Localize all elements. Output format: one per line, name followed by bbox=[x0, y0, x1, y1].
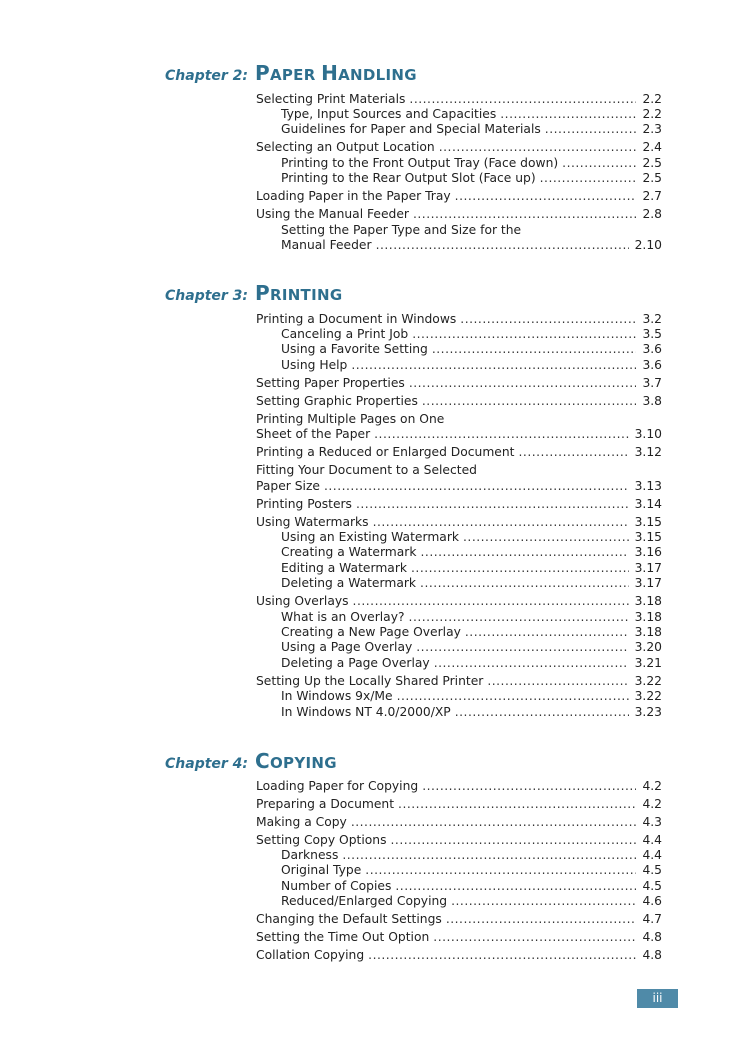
chapter-4-heading bbox=[165, 749, 337, 775]
toc-page-number: 3.20 bbox=[634, 640, 662, 655]
toc-entry-title: Setting the Time Out Option bbox=[256, 930, 430, 945]
toc-page-number: 3.22 bbox=[634, 689, 662, 704]
dot-leader bbox=[422, 394, 637, 409]
toc-entry-title: Printing to the Rear Output Slot (Face up) bbox=[281, 171, 536, 186]
toc-page-number: 3.8 bbox=[642, 393, 662, 408]
toc-page-number: 2.5 bbox=[642, 171, 662, 186]
toc-page-number: 2.2 bbox=[642, 107, 662, 121]
toc-entry-title: Using the Manual Feeder bbox=[256, 207, 409, 222]
toc-entry[interactable] bbox=[256, 223, 662, 238]
toc-entry[interactable] bbox=[256, 640, 662, 655]
dot-leader bbox=[374, 427, 628, 442]
toc-entry-title: Selecting an Output Location bbox=[256, 140, 435, 155]
toc-entry[interactable] bbox=[256, 515, 662, 530]
dot-leader bbox=[356, 497, 629, 512]
toc-entry[interactable] bbox=[256, 610, 662, 625]
dot-leader bbox=[562, 156, 636, 171]
toc-entry[interactable] bbox=[256, 894, 662, 909]
dot-leader bbox=[420, 576, 629, 591]
dot-leader bbox=[395, 879, 636, 894]
toc-entry-title: Fitting Your Document to a Selected bbox=[256, 463, 477, 478]
chapter-2-heading bbox=[165, 61, 417, 87]
toc-entry[interactable] bbox=[256, 463, 662, 478]
toc-entry[interactable] bbox=[256, 530, 662, 545]
toc-entry[interactable] bbox=[256, 815, 662, 830]
dot-leader bbox=[500, 107, 636, 122]
dot-leader bbox=[540, 171, 637, 186]
toc-entry-title: Deleting a Watermark bbox=[281, 576, 417, 591]
toc-entry-title: Canceling a Print Job bbox=[281, 327, 409, 341]
toc-entry-title: Printing a Document in Windows bbox=[256, 311, 457, 326]
dot-leader bbox=[455, 189, 637, 204]
toc-entry[interactable] bbox=[256, 445, 662, 460]
chapter-3-toc bbox=[256, 309, 662, 720]
dot-leader bbox=[421, 545, 629, 560]
chapter-4-toc bbox=[256, 776, 662, 964]
toc-page-number: 4.6 bbox=[642, 894, 662, 909]
toc-entry[interactable] bbox=[256, 394, 662, 409]
toc-entry[interactable] bbox=[256, 879, 662, 894]
toc-page-number: 2.10 bbox=[634, 238, 662, 253]
toc-entry[interactable] bbox=[256, 594, 662, 609]
toc-page-number: 4.8 bbox=[642, 930, 662, 945]
toc-entry[interactable] bbox=[256, 479, 662, 494]
toc-page-number: 3.7 bbox=[642, 375, 662, 390]
toc-entry-title: Printing Multiple Pages on One bbox=[256, 411, 445, 426]
toc-entry-title: Using Watermarks bbox=[256, 514, 369, 529]
toc-entry-title: Using Overlays bbox=[256, 594, 349, 609]
toc-entry-title: Changing the Default Settings bbox=[256, 912, 442, 927]
toc-entry[interactable] bbox=[256, 656, 662, 671]
toc-page-number: 3.23 bbox=[634, 704, 662, 719]
toc-page-number: 3.14 bbox=[634, 496, 662, 511]
dot-leader bbox=[460, 312, 636, 327]
chapter-title: COPYING bbox=[255, 749, 337, 773]
dot-leader bbox=[439, 140, 637, 155]
dot-leader bbox=[519, 445, 629, 460]
toc-page-number: 3.13 bbox=[634, 478, 662, 493]
dot-leader bbox=[409, 610, 629, 625]
dot-leader bbox=[398, 797, 636, 812]
toc-entry-title: Printing Posters bbox=[256, 496, 352, 511]
toc-page-number: 2.5 bbox=[642, 155, 662, 170]
chapter-2-toc bbox=[256, 89, 662, 253]
dot-leader bbox=[324, 479, 629, 494]
toc-page-number: 2.7 bbox=[642, 189, 662, 204]
dot-leader bbox=[373, 515, 629, 530]
dot-leader bbox=[433, 930, 636, 945]
toc-entry[interactable] bbox=[256, 189, 662, 204]
dot-leader bbox=[409, 92, 636, 107]
toc-entry-title: Using an Existing Watermark bbox=[281, 530, 460, 545]
dot-leader bbox=[365, 863, 636, 878]
toc-entry[interactable] bbox=[256, 107, 662, 122]
toc-entry-title: Printing to the Front Output Tray (Face down) bbox=[281, 155, 559, 170]
toc-page-number: 4.4 bbox=[642, 848, 662, 862]
toc-entry[interactable] bbox=[256, 797, 662, 812]
toc-entry-title: Using a Favorite Setting bbox=[281, 342, 428, 357]
toc-entry[interactable] bbox=[256, 312, 662, 327]
toc-page-number: 4.2 bbox=[642, 796, 662, 811]
toc-entry-title: Original Type bbox=[281, 863, 362, 878]
toc-entry-title: Loading Paper for Copying bbox=[256, 778, 419, 793]
toc-page-number: 3.12 bbox=[634, 445, 662, 460]
toc-page-number: 4.3 bbox=[642, 814, 662, 829]
dot-leader bbox=[351, 358, 636, 373]
dot-leader bbox=[434, 656, 629, 671]
toc-page-number: 3.2 bbox=[642, 311, 662, 326]
toc-entry-title: What is an Overlay? bbox=[281, 609, 405, 624]
toc-entry[interactable] bbox=[256, 140, 662, 155]
dot-leader bbox=[446, 912, 637, 927]
toc-entry[interactable] bbox=[256, 327, 662, 342]
toc-page-number: 3.16 bbox=[634, 545, 662, 560]
toc-page-number: 3.6 bbox=[642, 342, 662, 357]
toc-entry[interactable] bbox=[256, 207, 662, 222]
toc-entry-title: Using a Page Overlay bbox=[281, 640, 413, 655]
dot-leader bbox=[422, 779, 636, 794]
dot-leader bbox=[351, 815, 637, 830]
chapter-label: Chapter 3: bbox=[165, 288, 249, 304]
toc-entry[interactable] bbox=[256, 930, 662, 945]
chapter-title: PAPER HANDLING bbox=[255, 61, 417, 85]
dot-leader bbox=[409, 376, 637, 391]
dot-leader bbox=[451, 894, 636, 909]
toc-entry[interactable] bbox=[256, 948, 662, 963]
dot-leader bbox=[487, 674, 628, 689]
toc-entry[interactable] bbox=[256, 92, 662, 107]
toc-entry-title: Using Help bbox=[281, 357, 348, 372]
dot-leader bbox=[455, 705, 629, 720]
dot-leader bbox=[397, 689, 629, 704]
toc-page-number: 4.8 bbox=[642, 948, 662, 963]
toc-entry-title: Number of Copies bbox=[281, 878, 392, 893]
chapter-label: Chapter 2: bbox=[165, 68, 249, 84]
toc-page-number: 3.18 bbox=[634, 625, 662, 640]
toc-entry-title: Setting Copy Options bbox=[256, 832, 387, 847]
dot-leader bbox=[411, 561, 629, 576]
toc-entry[interactable] bbox=[256, 674, 662, 689]
dot-leader bbox=[412, 327, 636, 342]
toc-entry-title: Selecting Print Materials bbox=[256, 91, 406, 106]
toc-entry[interactable] bbox=[256, 238, 662, 253]
dot-leader bbox=[432, 342, 637, 357]
toc-entry-title: In Windows NT 4.0/2000/XP bbox=[281, 704, 451, 719]
toc-entry[interactable] bbox=[256, 171, 662, 186]
dot-leader bbox=[376, 238, 629, 253]
toc-entry-title: In Windows 9x/Me bbox=[281, 689, 393, 704]
toc-entry[interactable] bbox=[256, 561, 662, 576]
toc-entry[interactable] bbox=[256, 342, 662, 357]
toc-entry-title: Darkness bbox=[281, 848, 339, 862]
toc-page-number: 4.7 bbox=[642, 912, 662, 927]
toc-page-number: 2.2 bbox=[642, 91, 662, 106]
toc-page-number: 3.10 bbox=[634, 427, 662, 442]
toc-page-number: 3.18 bbox=[634, 609, 662, 624]
toc-page-number: 2.4 bbox=[642, 140, 662, 155]
toc-entry[interactable] bbox=[256, 689, 662, 704]
dot-leader bbox=[368, 948, 636, 963]
toc-entry-title: Loading Paper in the Paper Tray bbox=[256, 189, 451, 204]
toc-entry-title: Printing a Reduced or Enlarged Document bbox=[256, 445, 515, 460]
toc-entry[interactable] bbox=[256, 412, 662, 427]
toc-entry-title: Collation Copying bbox=[256, 948, 365, 963]
dot-leader bbox=[342, 848, 636, 863]
toc-page-number: 3.17 bbox=[634, 576, 662, 591]
toc-entry-title: Setting the Paper Type and Size for the bbox=[281, 222, 522, 237]
dot-leader bbox=[545, 122, 637, 137]
chapter-3-heading bbox=[165, 281, 342, 307]
toc-entry-title: Manual Feeder bbox=[281, 238, 372, 253]
toc-entry-title: Sheet of the Paper bbox=[256, 427, 371, 442]
page-number-badge: iii bbox=[637, 989, 678, 1008]
toc-entry[interactable] bbox=[256, 779, 662, 794]
toc-entry[interactable] bbox=[256, 545, 662, 560]
toc-entry-title: Editing a Watermark bbox=[281, 560, 408, 575]
toc-entry[interactable] bbox=[256, 156, 662, 171]
toc-page-number: 3.15 bbox=[634, 530, 662, 545]
toc-entry[interactable] bbox=[256, 912, 662, 927]
toc-page-number: 3.6 bbox=[642, 357, 662, 372]
toc-entry-title: Making a Copy bbox=[256, 814, 347, 829]
dot-leader bbox=[463, 530, 629, 545]
toc-page-number: 3.15 bbox=[634, 514, 662, 529]
toc-entry[interactable] bbox=[256, 376, 662, 391]
toc-entry-title: Setting Up the Locally Shared Printer bbox=[256, 673, 484, 688]
toc-page-number: 2.8 bbox=[642, 207, 662, 222]
dot-leader bbox=[465, 625, 629, 640]
dot-leader bbox=[391, 833, 637, 848]
toc-page-number: 4.2 bbox=[642, 778, 662, 793]
toc-entry[interactable] bbox=[256, 848, 662, 863]
chapter-label: Chapter 4: bbox=[165, 756, 249, 772]
toc-page-number: 2.3 bbox=[642, 122, 662, 137]
toc-entry[interactable] bbox=[256, 497, 662, 512]
toc-page-number: 4.5 bbox=[642, 863, 662, 878]
toc-entry[interactable] bbox=[256, 625, 662, 640]
toc-page-number: 3.18 bbox=[634, 594, 662, 609]
toc-page-number: 3.5 bbox=[642, 327, 662, 341]
toc-page-number: 4.4 bbox=[642, 832, 662, 847]
dot-leader bbox=[416, 640, 628, 655]
toc-page-number: 3.22 bbox=[634, 673, 662, 688]
toc-entry-title: Type, Input Sources and Capacities bbox=[281, 107, 497, 121]
toc-entry[interactable] bbox=[256, 122, 662, 137]
toc-entry-title: Deleting a Page Overlay bbox=[281, 655, 430, 670]
toc-entry[interactable] bbox=[256, 358, 662, 373]
toc-page-number: 4.5 bbox=[642, 878, 662, 893]
toc-entry[interactable] bbox=[256, 863, 662, 878]
toc-entry-title: Guidelines for Paper and Special Materials bbox=[281, 122, 541, 137]
toc-entry-title: Creating a New Page Overlay bbox=[281, 625, 461, 640]
toc-entry-title: Setting Graphic Properties bbox=[256, 393, 418, 408]
chapter-title: PRINTING bbox=[255, 281, 343, 305]
toc-entry[interactable] bbox=[256, 427, 662, 442]
toc-entry[interactable] bbox=[256, 705, 662, 720]
toc-page-number: 3.21 bbox=[634, 655, 662, 670]
toc-entry-title: Creating a Watermark bbox=[281, 545, 417, 560]
toc-entry-title: Setting Paper Properties bbox=[256, 375, 405, 390]
toc-entry[interactable] bbox=[256, 833, 662, 848]
toc-entry-title: Reduced/Enlarged Copying bbox=[281, 894, 448, 909]
dot-leader bbox=[353, 594, 629, 609]
toc-entry[interactable] bbox=[256, 576, 662, 591]
dot-leader bbox=[413, 207, 636, 222]
toc-entry-title: Paper Size bbox=[256, 478, 320, 493]
toc-entry-title: Preparing a Document bbox=[256, 796, 395, 811]
toc-page-number: 3.17 bbox=[634, 560, 662, 575]
